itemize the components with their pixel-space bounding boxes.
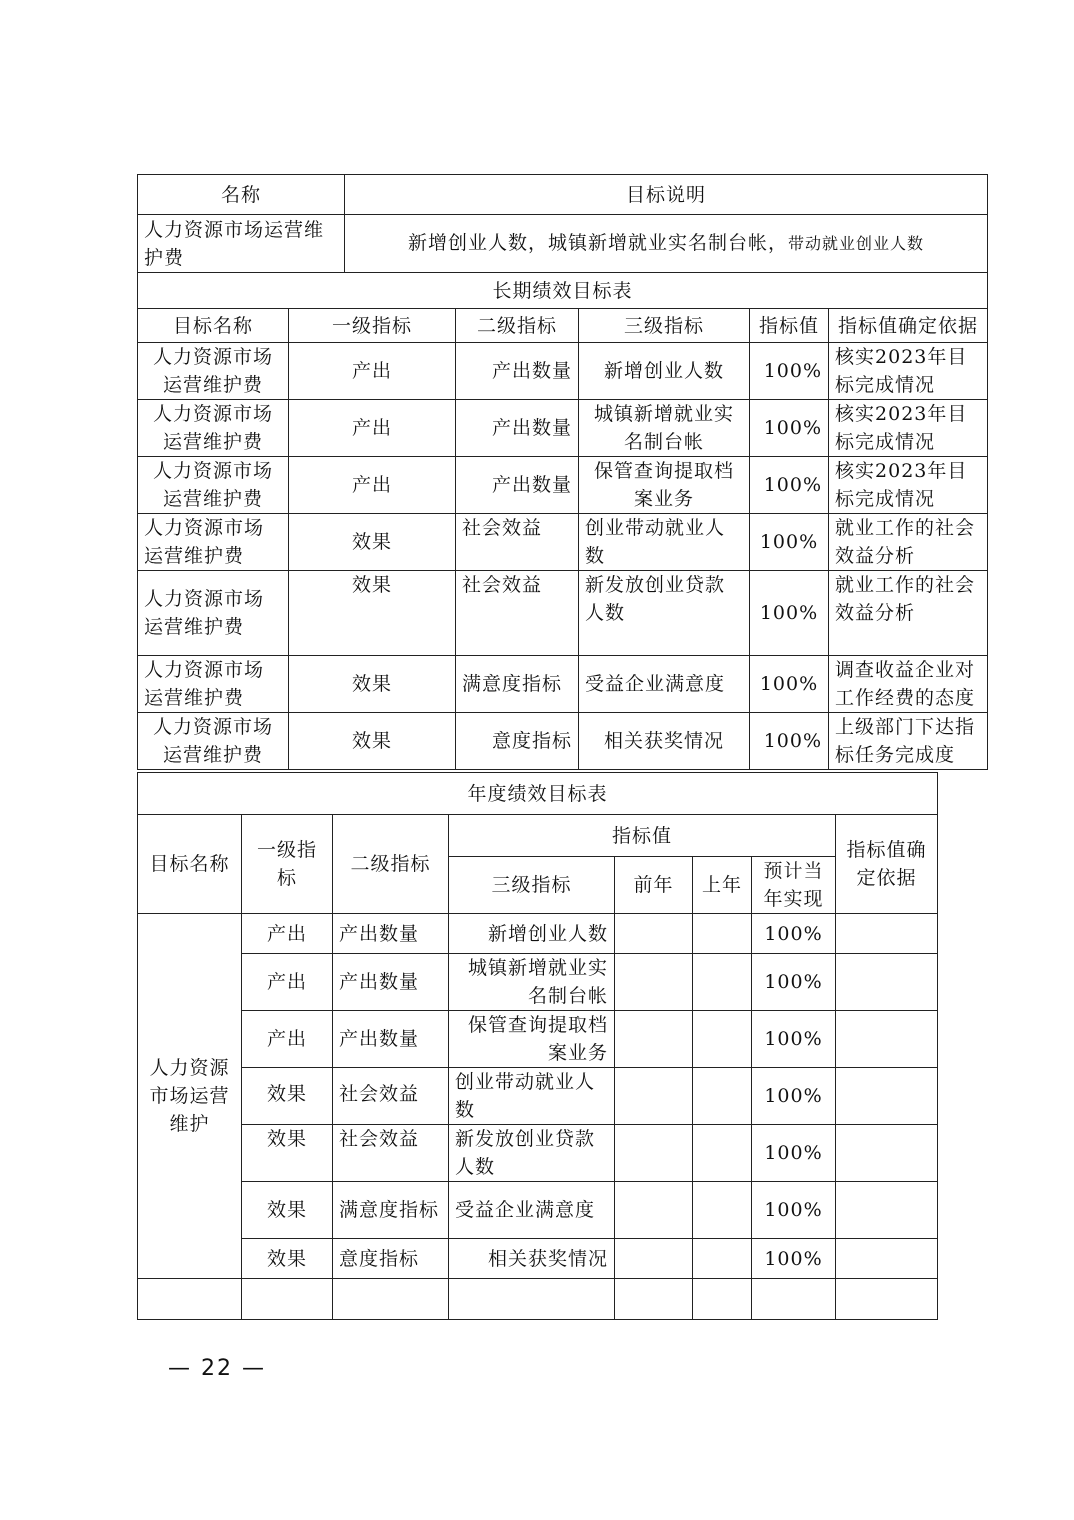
lt-header-basis: 指标值确定依据 [829, 309, 988, 343]
lt-cell-level2: 社会效益 [456, 514, 579, 571]
an-cell-prev [615, 1125, 693, 1182]
lt-cell-basis: 核实2023年目标完成情况 [829, 400, 988, 457]
an-cell-level1: 效果 [242, 1239, 333, 1279]
lt-cell-name: 人力资源市场运营维护费 [138, 713, 289, 770]
table-row [138, 400, 988, 457]
lt-cell-level1: 效果 [289, 713, 456, 770]
lt-cell-level1: 效果 [289, 514, 456, 571]
project-name: 人力资源市场运营维护费 [138, 215, 345, 273]
an-cell-level1: 产出 [242, 954, 333, 1011]
lt-header-value: 指标值 [750, 309, 829, 343]
an-cell-last [693, 954, 752, 1011]
empty-cell [836, 1279, 938, 1320]
an-cell-level2: 产出数量 [333, 954, 449, 1011]
project-description [345, 215, 988, 273]
annual-title: 年度绩效目标表 [138, 773, 938, 815]
an-cell-basis [836, 1125, 938, 1182]
empty-cell [615, 1279, 693, 1320]
an-cell-basis [836, 1068, 938, 1125]
an-cell-prev [615, 1182, 693, 1239]
an-cell-expected: 100% [752, 954, 836, 1011]
lt-header-level2: 二级指标 [456, 309, 579, 343]
lt-cell-name: 人力资源市场运营维护费 [138, 400, 289, 457]
an-cell-prev [615, 954, 693, 1011]
lt-cell-basis: 核实2023年目标完成情况 [829, 457, 988, 514]
lt-cell-level3: 受益企业满意度 [579, 656, 750, 713]
an-cell-level3: 城镇新增就业实名制台帐 [449, 954, 615, 1011]
an-cell-last [693, 1182, 752, 1239]
an-header-prev-year: 前年 [615, 857, 693, 914]
table-row [138, 1182, 938, 1239]
lt-cell-value: 100% [750, 713, 829, 770]
lt-cell-basis: 核实2023年目标完成情况 [829, 343, 988, 400]
table-row [138, 514, 988, 571]
page-number: — 22 — [168, 1356, 266, 1381]
lt-cell-basis: 上级部门下达指标任务完成度 [829, 713, 988, 770]
an-cell-expected: 100% [752, 1239, 836, 1279]
an-cell-last [693, 1011, 752, 1068]
lt-cell-value: 100% [750, 400, 829, 457]
table-row [138, 343, 988, 400]
an-header-last-year: 上年 [693, 857, 752, 914]
lt-cell-value: 100% [750, 343, 829, 400]
an-cell-level2: 社会效益 [333, 1068, 449, 1125]
lt-cell-level1: 产出 [289, 343, 456, 400]
lt-cell-level1: 产出 [289, 400, 456, 457]
table-row [138, 656, 988, 713]
an-cell-level3: 新增创业人数 [449, 914, 615, 954]
an-header-basis: 指标值确定依据 [836, 815, 938, 914]
empty-row [138, 1279, 938, 1320]
an-cell-last [693, 1068, 752, 1125]
description-main: 新增创业人数，城镇新增就业实名制台帐， [408, 232, 789, 254]
lt-header-name: 目标名称 [138, 309, 289, 343]
an-cell-basis [836, 1011, 938, 1068]
an-cell-name: 人力资源市场运营维护 [138, 914, 242, 1279]
an-cell-level3: 受益企业满意度 [449, 1182, 615, 1239]
an-header-level1: 一级指标 [242, 815, 333, 914]
an-cell-level1: 效果 [242, 1125, 333, 1182]
lt-cell-name: 人力资源市场运营维护费 [138, 571, 289, 656]
lt-cell-basis: 调查收益企业对工作经费的态度 [829, 656, 988, 713]
lt-cell-level2: 社会效益 [456, 571, 579, 656]
an-cell-level3: 新发放创业贷款人数 [449, 1125, 615, 1182]
table-row [138, 954, 938, 1011]
an-header-level3: 三级指标 [449, 857, 615, 914]
table-row [138, 713, 988, 770]
table-row [138, 1239, 938, 1279]
name-header: 名称 [138, 175, 345, 215]
an-cell-last [693, 1239, 752, 1279]
an-cell-level1: 产出 [242, 1011, 333, 1068]
lt-cell-level1: 效果 [289, 656, 456, 713]
lt-cell-level3: 城镇新增就业实名制台帐 [579, 400, 750, 457]
table-row [138, 457, 988, 514]
lt-cell-value: 100% [750, 457, 829, 514]
lt-header-level3: 三级指标 [579, 309, 750, 343]
an-cell-level2: 满意度指标 [333, 1182, 449, 1239]
an-cell-last [693, 1125, 752, 1182]
long-term-title: 长期绩效目标表 [138, 273, 988, 309]
lt-cell-level2: 产出数量 [456, 457, 579, 514]
an-cell-last [693, 914, 752, 954]
table-row [138, 1125, 938, 1182]
annual-table [137, 772, 938, 1320]
an-cell-level3: 保管查询提取档案业务 [449, 1011, 615, 1068]
an-cell-expected: 100% [752, 1068, 836, 1125]
an-cell-basis [836, 1239, 938, 1279]
an-cell-basis [836, 954, 938, 1011]
lt-cell-name: 人力资源市场运营维护费 [138, 514, 289, 571]
empty-cell [693, 1279, 752, 1320]
an-cell-expected: 100% [752, 1011, 836, 1068]
lt-cell-level3: 保管查询提取档案业务 [579, 457, 750, 514]
an-cell-level1: 效果 [242, 1068, 333, 1125]
lt-cell-name: 人力资源市场运营维护费 [138, 343, 289, 400]
an-cell-basis [836, 1182, 938, 1239]
lt-cell-level3: 创业带动就业人数 [579, 514, 750, 571]
lt-cell-level2: 满意度指标 [456, 656, 579, 713]
lt-cell-level2: 产出数量 [456, 400, 579, 457]
an-cell-level1: 效果 [242, 1182, 333, 1239]
empty-cell [449, 1279, 615, 1320]
an-header-indicator-value: 指标值 [449, 815, 836, 857]
lt-cell-level2: 产出数量 [456, 343, 579, 400]
an-cell-level2: 产出数量 [333, 914, 449, 954]
an-cell-level2: 社会效益 [333, 1125, 449, 1182]
lt-cell-value: 100% [750, 571, 829, 656]
table-row [138, 1068, 938, 1125]
an-cell-basis [836, 914, 938, 954]
an-cell-prev [615, 1011, 693, 1068]
description-header: 目标说明 [345, 175, 988, 215]
an-cell-expected: 100% [752, 1182, 836, 1239]
long-term-table [137, 174, 988, 770]
an-cell-level3: 相关获奖情况 [449, 1239, 615, 1279]
lt-cell-name: 人力资源市场运营维护费 [138, 656, 289, 713]
description-small: 带动就业创业人数 [788, 234, 925, 253]
empty-cell [752, 1279, 836, 1320]
an-header-name: 目标名称 [138, 815, 242, 914]
lt-cell-level2: 意度指标 [456, 713, 579, 770]
lt-cell-name: 人力资源市场运营维护费 [138, 457, 289, 514]
an-header-level2: 二级指标 [333, 815, 449, 914]
lt-cell-level3: 相关获奖情况 [579, 713, 750, 770]
an-cell-prev [615, 1068, 693, 1125]
an-cell-prev [615, 914, 693, 954]
lt-cell-basis: 就业工作的社会效益分析 [829, 571, 988, 656]
an-cell-expected: 100% [752, 914, 836, 954]
an-cell-level2: 意度指标 [333, 1239, 449, 1279]
lt-cell-level3: 新增创业人数 [579, 343, 750, 400]
an-cell-expected: 100% [752, 1125, 836, 1182]
lt-cell-level1: 产出 [289, 457, 456, 514]
an-cell-prev [615, 1239, 693, 1279]
table-row [138, 1011, 938, 1068]
lt-cell-value: 100% [750, 514, 829, 571]
lt-header-level1: 一级指标 [289, 309, 456, 343]
an-header-expected: 预计当年实现 [752, 857, 836, 914]
lt-cell-level3: 新发放创业贷款人数 [579, 571, 750, 656]
table-row [138, 571, 988, 656]
empty-cell [242, 1279, 333, 1320]
an-cell-level2: 产出数量 [333, 1011, 449, 1068]
lt-cell-value: 100% [750, 656, 829, 713]
empty-cell [138, 1279, 242, 1320]
an-cell-level1: 产出 [242, 914, 333, 954]
table-row [138, 914, 938, 954]
empty-cell [333, 1279, 449, 1320]
lt-cell-level1: 效果 [289, 571, 456, 656]
lt-cell-basis: 就业工作的社会效益分析 [829, 514, 988, 571]
an-cell-level3: 创业带动就业人数 [449, 1068, 615, 1125]
